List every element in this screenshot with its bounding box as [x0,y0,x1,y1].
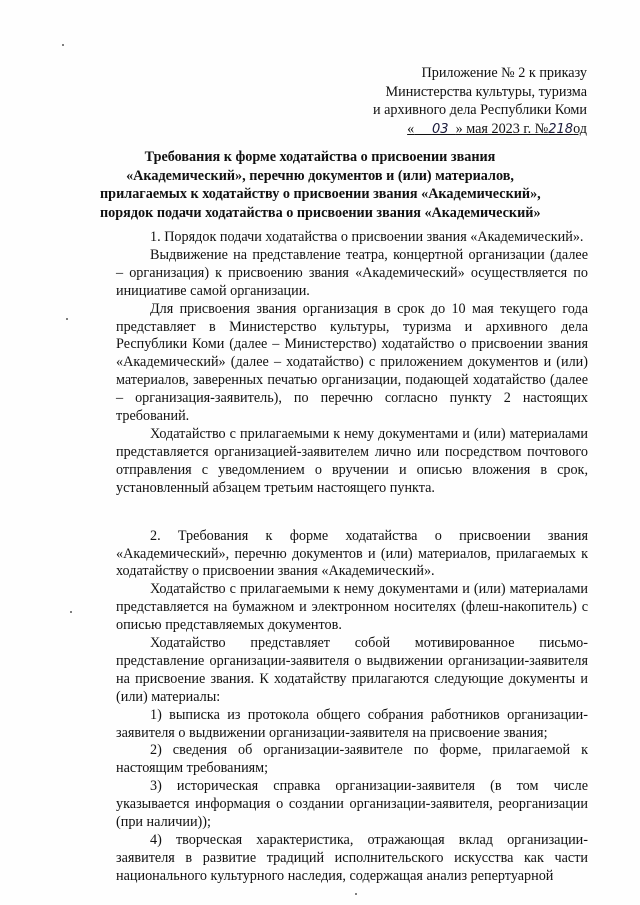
title-line-3: прилагаемых к ходатайству о присвоении звания «Академический», [100,186,541,202]
appendix-line-3: и архивного дела Республики Коми [372,102,587,118]
list-item: 2) сведения об организации-заявителе по форме, прилагаемой к настоящим требованиям; [116,742,588,777]
list-item: 4) творческая характеристика, отражающая вклад организации-заявителя в развитие традиций исполнительского искусства как части национального культурного наследия, содержащая анализ репертуарной [116,832,588,884]
section-2-paragraph: Ходатайство представляет собой мотивированное письмо-представление организации-заявителя о выдвижении организации-заявителя на присвоение звания. К ходатайству прилагаются следующие документы и (или) материалы: [116,635,588,705]
date-suffix: од [573,120,587,137]
order-number-handwritten: 218 [548,121,574,137]
scan-speck [70,611,72,613]
section-1-paragraph: Для присвоения звания организация в срок до 10 мая текущего года представляет в Министерство культуры, туризма и архивного дела Республики Коми (далее – Министерство) ходатайство о присвоении звания «Академический» (далее – ходатайство) с приложением документов и (или) материалов, заверенных печатью организации, подающей ходатайство (далее – организация-заявитель), по перечню согласно пункту 2 настоящих требований. [116,300,588,425]
title-line-1: Требования к форме ходатайства о присвоении звания [144,149,496,165]
title-line-2: «Академический», перечню документов и (или) материалов, [126,167,514,184]
appendix-date-line [373,120,587,140]
appendix-line-2: Министерства культуры, туризма [385,83,587,100]
date-middle: » мая 2023 г. № [455,120,549,137]
section-1-heading: 1. Порядок подачи ходатайства о присвоении звания «Академический». [150,229,584,245]
section-1-paragraph: Выдвижение на представление театра, концертной организации (далее – организация) к присвоению звания «Академический» осуществляется по инициативе самой организации. [116,246,588,299]
document-body [116,229,588,886]
list-item: 3) историческая справка организации-заявителя (в том числе указывается информация о создании организации-заявителя, реорганизации (при наличии)); [116,778,588,831]
appendix-line-1: Приложение № 2 к приказу [421,65,587,81]
scan-speck [66,318,68,320]
scan-speck [62,44,64,46]
list-item: 1) выписка из протокола общего собрания работников организации-заявителя о выдвижении организации-заявителя на присвоение звания; [116,706,588,741]
title-line-4: порядок подачи ходатайства о присвоении звания «Академический» [100,204,541,221]
date-prefix: « [407,120,415,137]
scan-speck [355,893,357,895]
section-2-paragraph: Ходатайство с прилагаемыми к нему документами и (или) материалами представляется на бумажном и электронном носителях (флеш-накопитель) с описью представляемых документов. [116,581,588,634]
document-title [100,148,540,222]
section-2-heading: 2. Требования к форме ходатайства о присвоении звания «Академический», перечню документов и (или) материалов, прилагаемых к ходатайству о присвоении звания «Академический». [116,527,588,580]
date-day-handwritten: 03 [431,121,449,137]
appendix-header [373,64,587,139]
section-1-paragraph: Ходатайство с прилагаемыми к нему документами и (или) материалами представляется организацией-заявителем лично или посредством почтового отправления с уведомлением о вручении и описью вложения в срок, установленный абзацем третьим настоящего пункта. [116,425,588,496]
